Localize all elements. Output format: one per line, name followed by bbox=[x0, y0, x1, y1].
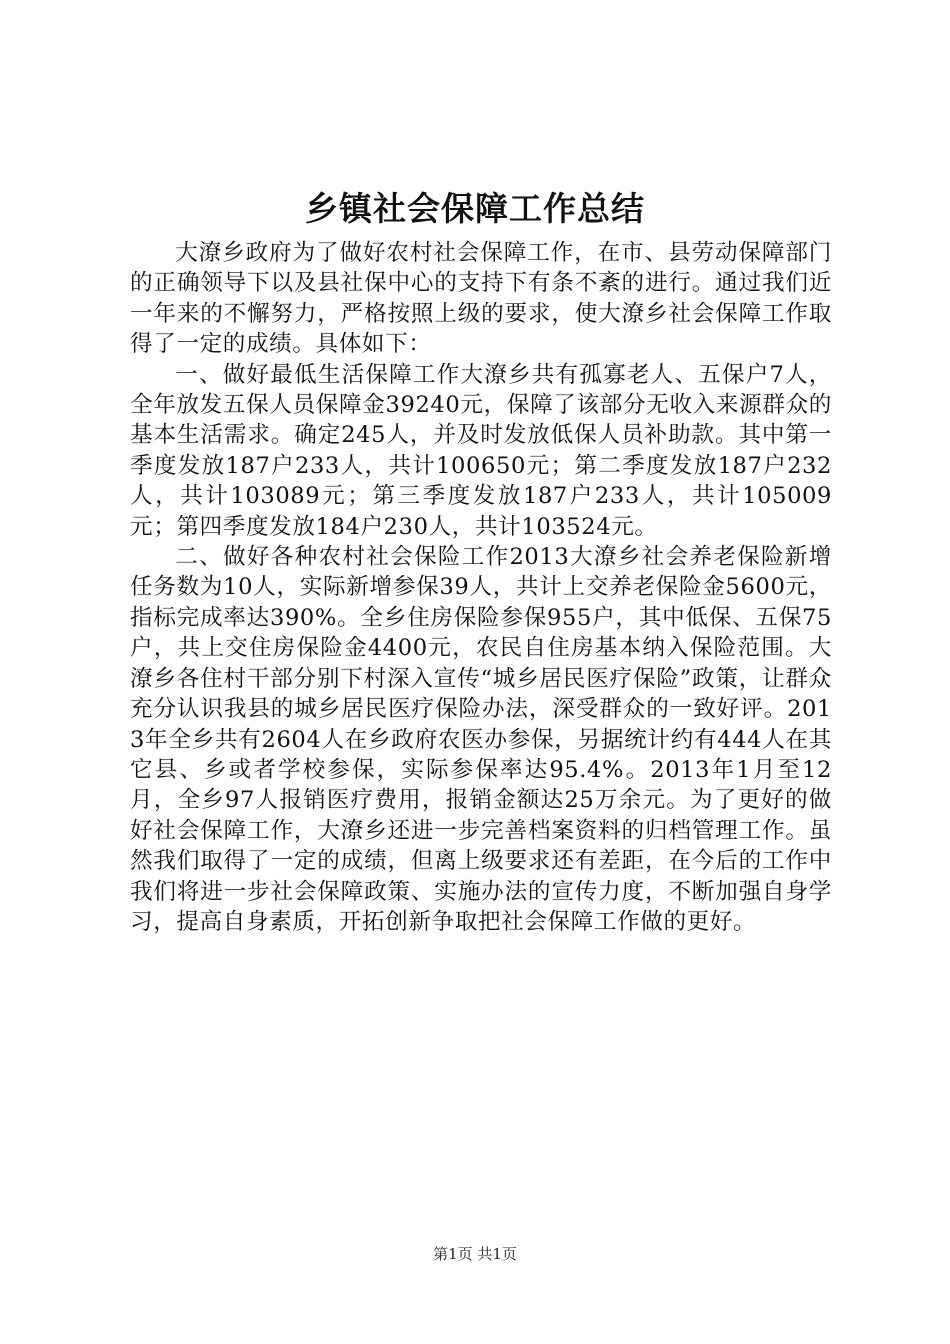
document-body bbox=[130, 238, 832, 937]
document-title: 乡镇社会保障工作总结 bbox=[305, 189, 645, 228]
paragraph-rural-social-insurance: 二、做好各种农村社会保险工作2013大潦乡社会养老保险新增任务数为10人，实际新增参保39人，共计上交养老保险金5600元，指标完成率达390%。全乡住房保险参保955户，其中低保、五保75户，共上交住房保险金4400元，农民自住房基本纳入保险范围。大潦乡各住村干部分别下村深入宣传“城乡居民医疗保险”政策，让群众充分认识我县的城乡居民医疗保险办法，深受群众的一致好评。2013年全乡共有2604人在乡政府农医办参保，另据统计约有444人在其它县、乡或者学校参保，实际参保率达95.4%。2013年1月至12月，全乡97人报销医疗费用，报销金额达25万余元。为了更好的做好社会保障工作，大潦乡还进一步完善档案资料的归档管理工作。虽然我们取得了一定的成绩，但离上级要求还有差距，在今后的工作中我们将进一步社会保障政策、实施办法的宣传力度，不断加强自身学习，提高自身素质，开拓创新争取把社会保障工作做的更好。 bbox=[130, 544, 832, 935]
paragraph-intro: 大潦乡政府为了做好农村社会保障工作，在市、县劳动保障部门的正确领导下以及县社保中心的支持下有条不紊的进行。通过我们近一年来的不懈努力，严格按照上级的要求，使大潦乡社会保障工作取得了一定的成绩。具体如下： bbox=[130, 240, 832, 358]
page-number-footer: 第1页 共1页 bbox=[433, 1245, 517, 1263]
paragraph-minimum-living-security: 一、做好最低生活保障工作大潦乡共有孤寡老人、五保户7人，全年放发五保人员保障金39240元，保障了该部分无收入来源群众的基本生活需求。确定245人，并及时发放低保人员补助款。其中第一季度发放187户233人，共计100650元；第二季度发放187户232人，共计103089元；第三季度发放187户233人，共计105009元；第四季度发放184户230人，共计103524元。 bbox=[130, 361, 832, 540]
